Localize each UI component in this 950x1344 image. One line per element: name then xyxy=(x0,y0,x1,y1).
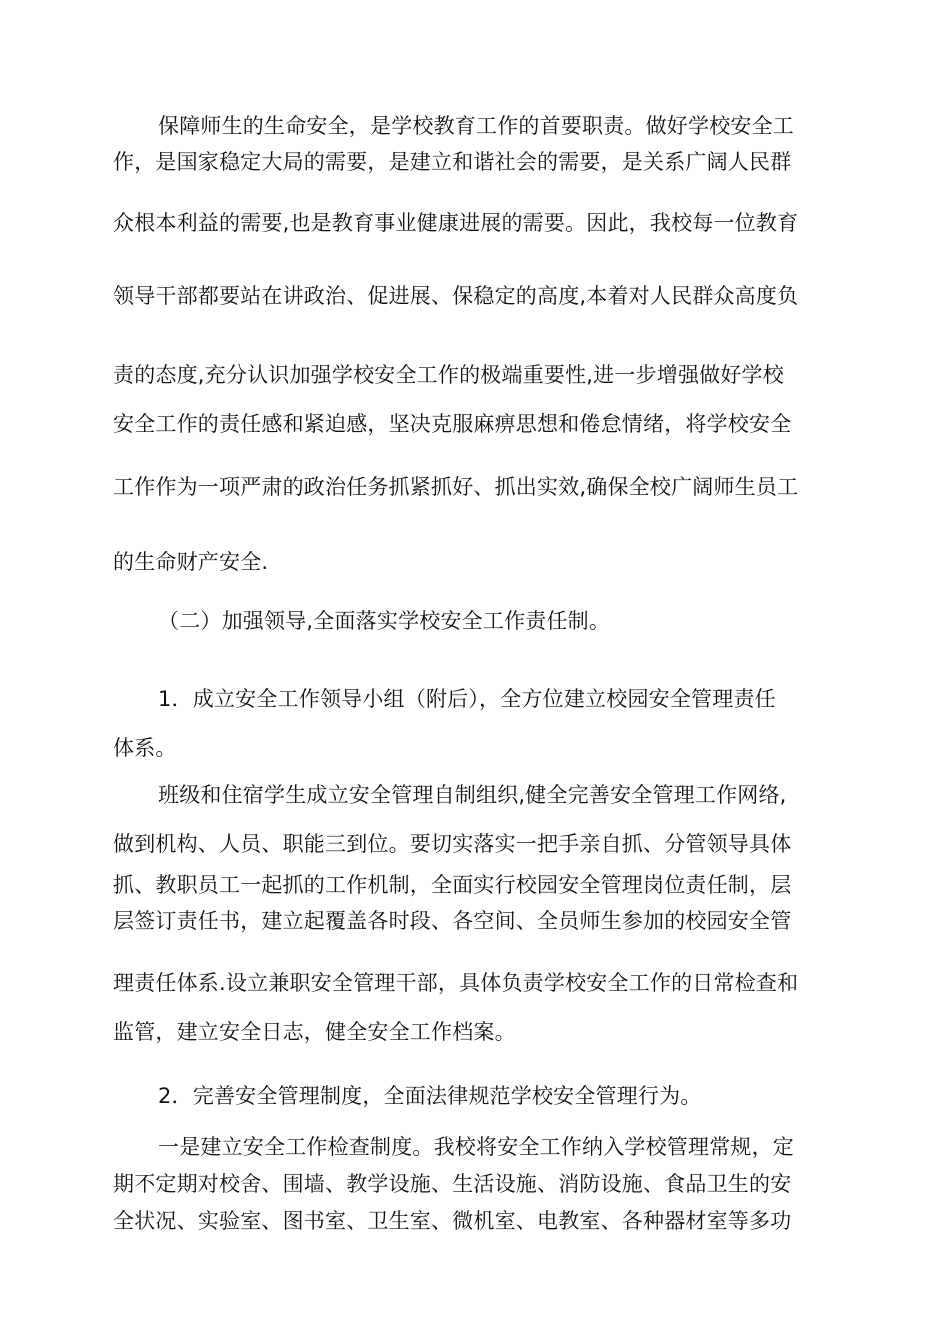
text-line-content: 保障师生的生命安全，是学校教育工作的首要职责。做好学校安全工 xyxy=(158,114,794,138)
text-line xyxy=(0,777,950,813)
text-line xyxy=(0,965,950,1001)
numbered-item xyxy=(0,1078,950,1114)
text-line xyxy=(0,357,950,393)
text-line-content: 作，是国家稳定大局的需要，是建立和谐社会的需要，是关系广阔人民群 xyxy=(113,150,792,174)
text-line xyxy=(0,1129,950,1165)
text-line-content: 的生命财产安全. xyxy=(113,550,269,574)
text-line-content: 全状况、实验室、图书室、卫生室、微机室、电教室、各种器材室等多功 xyxy=(113,1209,792,1233)
section-heading-text: （二）加强领导,全面落实学校安全工作责任制。 xyxy=(158,609,611,633)
text-line xyxy=(0,730,950,766)
text-line-content: 众根本利益的需要,也是教育事业健康进展的需要。因此，我校每一位教育 xyxy=(113,211,799,235)
section-heading xyxy=(0,603,950,639)
text-line xyxy=(0,903,950,939)
numbered-item xyxy=(0,681,950,717)
text-line xyxy=(0,205,950,241)
text-line-content: 期不定期对校舍、围墙、教学设施、生活设施、消防设施、食品卫生的安 xyxy=(113,1172,792,1196)
text-line xyxy=(0,1203,950,1239)
text-line xyxy=(0,544,950,580)
text-line-content: 层签订责任书，建立起覆盖各时段、各空间、全员师生参加的校园安全管 xyxy=(113,909,792,933)
text-line-content: 领导干部都要站在讲政治、促进展、保稳定的高度,本着对人民群众高度负 xyxy=(113,284,799,308)
text-line-content: 理责任体系.设立兼职安全管理干部，具体负责学校安全工作的日常检查和 xyxy=(113,971,799,995)
text-line-content: 做到机构、人员、职能三到位。要切实落实一把手亲自抓、分管领导具体 xyxy=(113,832,792,856)
text-line xyxy=(0,1166,950,1202)
text-line-content: 责的态度,充分认识加强学校安全工作的极端重要性,进一步增强做好学校 xyxy=(113,363,784,387)
text-line-content: 班级和住宿学生成立安全管理自制组织,健全完善安全管理工作网络, xyxy=(158,783,787,807)
text-line xyxy=(0,826,950,862)
text-line xyxy=(0,469,950,505)
numbered-item-text: 2．完善安全管理制度，全面法律规范学校安全管理行为。 xyxy=(158,1084,702,1108)
text-line xyxy=(0,108,950,144)
text-line xyxy=(0,1014,950,1050)
text-line xyxy=(0,406,950,442)
text-line-content: 工作作为一项严肃的政治任务抓紧抓好、抓出实效,确保全校广阔师生员工 xyxy=(113,475,799,499)
text-line-content: 抓、教职员工一起抓的工作机制，全面实行校园安全管理岗位责任制，层 xyxy=(113,873,792,897)
text-line-content: 一是建立安全工作检查制度。我校将安全工作纳入学校管理常规，定 xyxy=(158,1135,794,1159)
text-line xyxy=(0,867,950,903)
text-line xyxy=(0,278,950,314)
numbered-item-text: 1．成立安全工作领导小组（附后），全方位建立校园安全管理责任 xyxy=(158,687,776,711)
text-line-content: 安全工作的责任感和紧迫感，坚决克服麻痹思想和倦怠情绪，将学校安全 xyxy=(113,412,792,436)
text-line-content: 监管，建立安全日志，健全安全工作档案。 xyxy=(113,1020,516,1044)
text-line-content: 体系。 xyxy=(113,736,177,760)
text-line xyxy=(0,144,950,180)
